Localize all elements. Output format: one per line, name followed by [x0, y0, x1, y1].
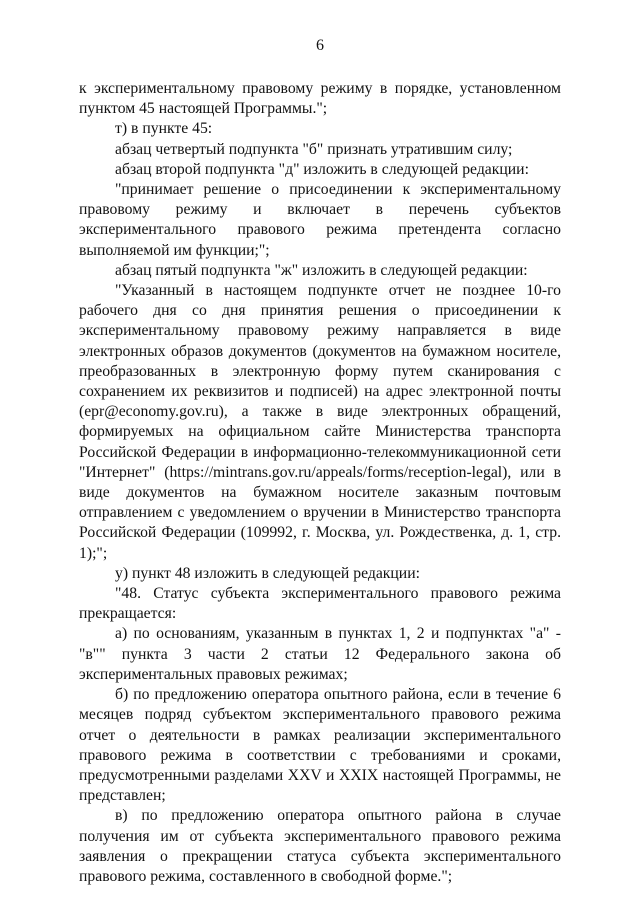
- page-number: 6: [316, 37, 324, 54]
- paragraph: "принимает решение о присоединении к экспериментальному правовому режиму и включает в перечень субъектов экспериментального правового режима претендента согласно выполняемой им функции;";: [79, 181, 561, 259]
- paragraph: "Указанный в настоящем подпункте отчет не позднее 10-го рабочего дня со дня принятия решения о присоединении к экспериментальному правовому режиму направляется в виде электронных образов документов (документов на бумажном носителе, преобразованных в электронную форму путем сканирования с сохранением их реквизитов и подписей) на адрес электронной почты (epr@economy.gov.ru), а также в виде электронных обращений, формируемых на официальном сайте Министерства транспорта Российской Федерации в информационно-телекоммуникационной сети "Интернет" (https://mintrans.gov.ru/appeals/forms/reception-legal), или в виде документов на бумажном носителе заказным почтовым отправлением с уведомлением о вручении в Министерство транспорта Российской Федерации (109992, г. Москва, ул. Рождественка, д. 1, стр. 1);";: [79, 282, 561, 562]
- document-body: [79, 79, 561, 887]
- paragraph: абзац пятый подпункта "ж" изложить в следующей редакции:: [115, 261, 528, 279]
- paragraph: в) по предложению оператора опытного района в случае получения им от субъекта экспериментального правового режима заявления о прекращении статуса субъекта экспериментального правового режима, составленного в свободной форме.";: [79, 807, 561, 885]
- paragraph: абзац второй подпункта "д" изложить в следующей редакции:: [115, 160, 529, 178]
- paragraph: т) в пункте 45:: [115, 120, 213, 138]
- paragraph: а) по основаниям, указанным в пунктах 1, 2 и подпунктах "а" - "в"" пункта 3 части 2 статьи 12 Федерального закона об экспериментальных правовых режимах;: [79, 625, 561, 683]
- paragraph: абзац четвертый подпункта "б" признать утратившим силу;: [115, 140, 513, 158]
- paragraph: к экспериментальному правовому режиму в порядке, установленном пунктом 45 настоящей Программы.";: [79, 80, 561, 118]
- paragraph: "48. Статус субъекта экспериментального правового режима прекращается:: [79, 585, 561, 623]
- paragraph: у) пункт 48 изложить в следующей редакции:: [115, 564, 420, 582]
- paragraph: б) по предложению оператора опытного района, если в течение 6 месяцев подряд субъектом экспериментального правового режима отчет о деятельности в рамках реализации экспериментального правового режима в соответствии с требованиями и сроками, предусмотренными разделами XXV и XXIX настоящей Программы, не представлен;: [79, 686, 561, 805]
